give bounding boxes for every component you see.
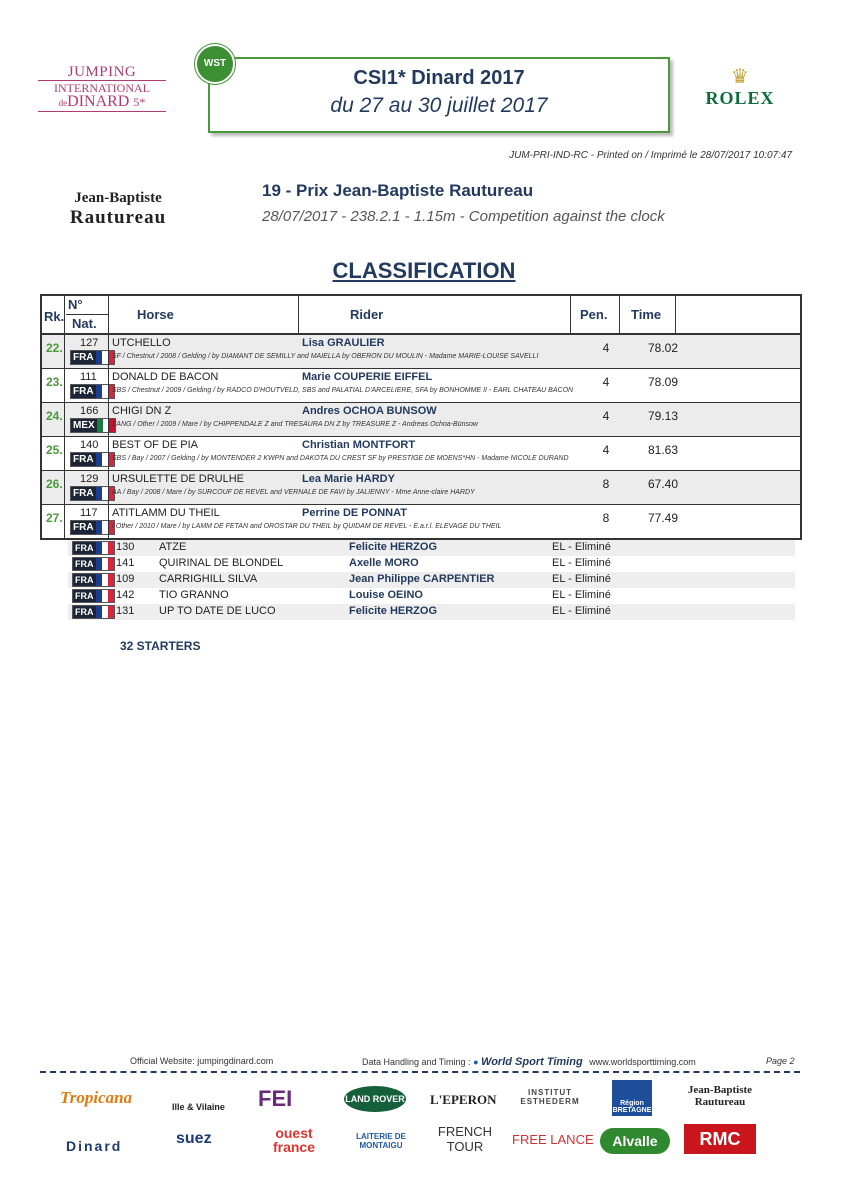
sponsor-logo: L'EPERON bbox=[430, 1092, 497, 1107]
list-item bbox=[68, 588, 795, 604]
penalties: 8 bbox=[602, 511, 610, 525]
rank: 26. bbox=[46, 477, 63, 491]
horse-name: CHIGI DN Z bbox=[112, 405, 172, 417]
bib-number: 111 bbox=[80, 371, 97, 383]
rider-name: Louise OEINO bbox=[349, 589, 423, 601]
flag-icon: FRA bbox=[72, 573, 115, 587]
flag-icon: FRA bbox=[72, 589, 115, 603]
horse-name: TIO GRANNO bbox=[159, 589, 229, 601]
class-sponsor-logo: Jean-Baptiste Rautureau bbox=[69, 190, 167, 228]
time: 77.49 bbox=[647, 511, 678, 525]
sponsor-logo: FEI bbox=[258, 1086, 293, 1111]
sponsor-logo: LAND ROVER bbox=[344, 1086, 406, 1112]
horse-details: SF / Chestnut / 2008 / Gelding / by DIAMANT DE SEMILLY and MAIELLA by OBERON DU MOULIN - Madame MARIE-LOUISE SAVELLI bbox=[112, 353, 539, 360]
footer-timing: Data Handling and Timing : ● World Sport Timing www.worldsporttiming.com bbox=[362, 1056, 696, 1068]
bib-number: 127 bbox=[80, 337, 99, 349]
horse-name: URSULETTE DE DRULHE bbox=[112, 473, 245, 485]
horse-name: QUIRINAL DE BLONDEL bbox=[159, 557, 284, 569]
table-row bbox=[42, 505, 800, 538]
rider-name: Lea Marie HARDY bbox=[302, 473, 395, 485]
flag-icon: FRA bbox=[72, 557, 115, 571]
jumping-dinard-logo: JUMPING INTERNATIONAL deDINARD 5* bbox=[38, 66, 166, 113]
sponsor-logo: LAITERIE DE MONTAIGU bbox=[356, 1132, 406, 1150]
horse-details: / Other / 2010 / Mare / by LAMM DE FETAN and OROSTAR DU THEIL by QUIDAM DE REVEL - E.a.r.l. ELEVAGE DU THEIL bbox=[112, 523, 502, 530]
penalties: 4 bbox=[602, 443, 610, 457]
show-title: CSI1* Dinard 2017 bbox=[353, 67, 525, 89]
sponsor-logo: Ille & Vilaine bbox=[172, 1102, 225, 1112]
list-item bbox=[68, 604, 795, 620]
sponsor-logo: ouest france bbox=[272, 1125, 316, 1155]
sponsor-logo: RMC bbox=[684, 1124, 756, 1154]
col-no: N° bbox=[68, 297, 83, 312]
rider-name: Felicite HERZOG bbox=[349, 605, 438, 617]
sponsor-logo: Jean-Baptiste Rautureau bbox=[687, 1084, 753, 1108]
bib-number: 141 bbox=[116, 557, 135, 569]
sponsor-logo: FREE LANCE bbox=[512, 1132, 594, 1147]
competition-subtitle: 28/07/2017 - 238.2.1 - 1.15m - Competition against the clock bbox=[262, 208, 665, 225]
col-horse: Horse bbox=[137, 307, 174, 322]
col-nat: Nat. bbox=[72, 316, 97, 331]
flag-icon: FRA bbox=[70, 452, 115, 467]
sponsor-logo: Dinard bbox=[66, 1138, 123, 1154]
table-header bbox=[42, 296, 800, 335]
footer-divider bbox=[40, 1071, 800, 1073]
flag-icon: FRA bbox=[72, 605, 115, 619]
horse-name: DONALD DE BACON bbox=[112, 371, 219, 383]
penalties: 4 bbox=[602, 341, 610, 355]
horse-details: ZANG / Other / 2009 / Mare / by CHIPPENDALE Z and TRESAURA DN Z by TREASURE Z - Andreas Ochoa-Bünsow bbox=[112, 421, 478, 428]
section-title: CLASSIFICATION bbox=[332, 258, 516, 283]
rider-name: Jean Philippe CARPENTIER bbox=[349, 573, 495, 585]
sponsor-logo: suez bbox=[176, 1130, 212, 1147]
status-text: EL - Eliminé bbox=[552, 589, 611, 601]
rider-name: Perrine DE PONNAT bbox=[302, 507, 407, 519]
rider-name: Marie COUPERIE EIFFEL bbox=[302, 371, 433, 383]
time: 78.02 bbox=[647, 341, 678, 355]
event-title-box bbox=[208, 57, 670, 133]
flag-icon: MEX bbox=[70, 418, 116, 433]
sponsor-logo: Alvalle bbox=[600, 1128, 670, 1154]
sponsor-logo: FRENCH TOUR bbox=[437, 1124, 493, 1154]
penalties: 4 bbox=[602, 375, 610, 389]
sponsor-logo: Région BRETAGNE bbox=[612, 1080, 652, 1116]
rider-name: Felicite HERZOG bbox=[349, 541, 438, 553]
time: 78.09 bbox=[647, 375, 678, 389]
col-pen: Pen. bbox=[580, 307, 608, 322]
bib-number: 142 bbox=[116, 589, 135, 601]
flag-icon: FRA bbox=[72, 541, 115, 555]
horse-details: SBS / Bay / 2007 / Gelding / by MONTENDER 2 KWPN and DAKOTA DU CREST SF by PRESTIGE DE MOENS*HN - Madame NICOLE DURAND bbox=[112, 455, 569, 462]
rider-name: Lisa GRAULIER bbox=[302, 337, 385, 349]
horse-name: UP TO DATE DE LUCO bbox=[159, 605, 276, 617]
horse-name: BEST OF DE PIA bbox=[112, 439, 198, 451]
horse-name: ATITLAMM DU THEIL bbox=[112, 507, 220, 519]
horse-name: UTCHELLO bbox=[112, 337, 171, 349]
horse-details: AA / Bay / 2008 / Mare / by SURCOUF DE REVEL and VERNALE DE FAVI by JALIENNY - Mme Anne-claire HARDY bbox=[112, 489, 475, 496]
footer-website[interactable]: Official Website: jumpingdinard.com bbox=[130, 1056, 274, 1066]
table-row bbox=[42, 335, 800, 369]
rank: 25. bbox=[46, 443, 63, 457]
crown-icon: ♛ bbox=[731, 66, 749, 88]
flag-icon: FRA bbox=[70, 520, 115, 535]
sponsor-logo: INSTITUT ESTHEDERM bbox=[520, 1088, 580, 1106]
sponsor-strip bbox=[40, 1078, 800, 1158]
list-item bbox=[68, 572, 795, 588]
horse-name: ATZE bbox=[159, 541, 187, 553]
rank: 27. bbox=[46, 511, 63, 525]
competition-title: 19 - Prix Jean-Baptiste Rautureau bbox=[262, 181, 534, 200]
time: 67.40 bbox=[647, 477, 678, 491]
col-time: Time bbox=[631, 307, 662, 322]
bib-number: 117 bbox=[80, 507, 98, 519]
bib-number: 131 bbox=[116, 605, 135, 617]
flag-icon: FRA bbox=[70, 350, 115, 365]
table-row bbox=[42, 437, 800, 471]
rider-name: Christian MONTFORT bbox=[302, 439, 416, 451]
flag-icon: FRA bbox=[70, 486, 115, 501]
printed-stamp: JUM-PRI-IND-RC - Printed on / Imprimé le 28/07/2017 10:07:47 bbox=[509, 150, 792, 161]
wst-badge-icon: WST bbox=[195, 44, 235, 84]
time: 79.13 bbox=[647, 409, 678, 423]
table-row bbox=[42, 369, 800, 403]
bib-number: 130 bbox=[116, 541, 135, 553]
bib-number: 129 bbox=[80, 473, 99, 485]
horse-details: SBS / Chestnut / 2009 / Gelding / by RADCO D'HOUTVELD, SBS and PALATIAL D'ARCELIERE, SFA by BONHOMME II - EARL CHATEAU BACON bbox=[112, 387, 574, 394]
rider-name: Axelle MORO bbox=[349, 557, 419, 569]
page-number: Page 2 bbox=[766, 1056, 795, 1066]
bib-number: 140 bbox=[80, 439, 99, 451]
rank: 23. bbox=[46, 375, 63, 389]
status-text: EL - Eliminé bbox=[552, 605, 611, 617]
status-text: EL - Eliminé bbox=[552, 541, 611, 553]
status-text: EL - Eliminé bbox=[552, 557, 611, 569]
rolex-logo: ♛ ROLEX bbox=[694, 66, 786, 109]
results-table bbox=[40, 294, 802, 540]
table-row bbox=[42, 403, 800, 437]
rider-name: Andres OCHOA BUNSOW bbox=[302, 405, 437, 417]
horse-name: CARRIGHILL SILVA bbox=[159, 573, 258, 585]
rank: 22. bbox=[46, 341, 63, 355]
flag-icon: FRA bbox=[70, 384, 115, 399]
eliminated-list bbox=[68, 540, 795, 620]
penalties: 4 bbox=[602, 409, 610, 423]
col-rider: Rider bbox=[350, 307, 384, 322]
list-item bbox=[68, 540, 795, 556]
penalties: 8 bbox=[602, 477, 610, 491]
bib-number: 166 bbox=[80, 405, 99, 417]
time: 81.63 bbox=[647, 443, 678, 457]
sponsor-logo: Tropicana bbox=[60, 1088, 133, 1107]
starters-count: 32 STARTERS bbox=[120, 639, 201, 653]
list-item bbox=[68, 556, 795, 572]
rank: 24. bbox=[46, 409, 63, 423]
status-text: EL - Eliminé bbox=[552, 573, 611, 585]
show-dates: du 27 au 30 juillet 2017 bbox=[330, 94, 548, 117]
table-row bbox=[42, 471, 800, 505]
col-rank: Rk. bbox=[44, 309, 65, 324]
bib-number: 109 bbox=[116, 573, 135, 585]
